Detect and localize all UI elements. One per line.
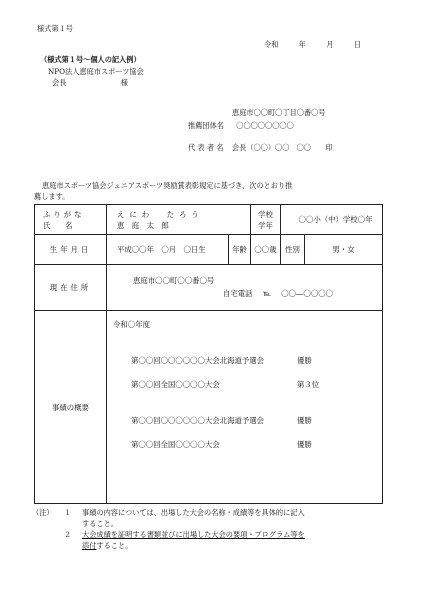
date-era: 令和 bbox=[264, 40, 279, 49]
note-1-num: １ bbox=[64, 508, 72, 517]
birth-label: 生年月日 bbox=[35, 235, 107, 265]
note-2-attach: 添付 bbox=[82, 541, 97, 550]
name-label-cell bbox=[35, 205, 107, 235]
achievement-result-3: 優勝 bbox=[297, 416, 312, 425]
sender-rep-label: 代 表 者 名 bbox=[188, 143, 224, 152]
sender-address: 恵庭市〇〇町〇丁目〇番〇号 bbox=[232, 108, 326, 117]
achievement-result-4: 優勝 bbox=[297, 440, 312, 449]
address-value: 恵庭市〇〇町〇〇番〇号 bbox=[133, 275, 215, 285]
addressee-org: NPO法人恵庭市スポーツ協会 bbox=[48, 67, 144, 76]
addressee-line bbox=[52, 78, 128, 87]
sender-org-label: 推薦団体名 bbox=[188, 121, 224, 130]
gender-value: 男・女 bbox=[305, 235, 383, 265]
achievements-label: 事績の概要 bbox=[35, 311, 107, 504]
birth-value: 平成〇〇年 〇月 〇日生 bbox=[107, 235, 229, 265]
school-label-cell bbox=[251, 205, 281, 235]
achievement-event-1: 第〇〇回〇〇〇〇〇〇大会北海道予選会 bbox=[131, 356, 265, 365]
example-label: （様式第１号～個人の記入例） bbox=[40, 55, 141, 64]
furigana-value: えにわ たろう bbox=[117, 209, 204, 219]
achievement-event-2: 第〇〇回全国〇〇〇〇大会 bbox=[131, 380, 220, 389]
addressee-title: 会長 bbox=[52, 78, 67, 87]
note-2-line-1: 大会成績を証明する書類並びに出場した大会の要項・プログラム等を bbox=[82, 530, 305, 539]
note-2-rest: すること。 bbox=[96, 541, 133, 550]
birth-row bbox=[35, 235, 383, 265]
achievements-year: 令和〇年度 bbox=[113, 320, 150, 329]
sender-org-value: 〇〇〇〇〇〇〇〇 bbox=[236, 121, 294, 130]
address-cell bbox=[107, 265, 383, 311]
phone-icon: ℡ bbox=[262, 288, 271, 298]
date-month: 月 bbox=[326, 40, 334, 49]
address-label: 現在住所 bbox=[35, 265, 107, 311]
recommendation-table bbox=[34, 204, 383, 504]
achievement-event-3: 第〇〇回〇〇〇〇〇〇大会北海道予選会 bbox=[131, 416, 265, 425]
date-line bbox=[264, 40, 361, 49]
date-year: 年 bbox=[298, 40, 306, 49]
intro-line-1: 恵庭市スポーツ協会ジュニアスポーツ奨励賞表彰規定に基づき、次のとおり推 bbox=[42, 181, 293, 190]
age-label: 年齢 bbox=[229, 235, 251, 265]
name-value: 恵 庭 太 郎 bbox=[117, 220, 169, 230]
sender-rep-value: 会長（〇〇）〇〇 〇〇 bbox=[231, 143, 311, 152]
gender-label: 性別 bbox=[281, 235, 305, 265]
sender-rep-line bbox=[188, 143, 332, 152]
achievement-result-1: 優勝 bbox=[297, 356, 312, 365]
sender-org-line bbox=[188, 121, 294, 130]
school-label-2: 学年 bbox=[258, 220, 273, 230]
achievement-result-2: 第３位 bbox=[297, 380, 320, 389]
date-day: 日 bbox=[353, 40, 361, 49]
achievements-row bbox=[35, 311, 383, 504]
phone-line bbox=[107, 287, 382, 301]
achievements-cell bbox=[107, 311, 383, 504]
note-2-line-2 bbox=[82, 541, 132, 550]
note-1-line-2: すること。 bbox=[82, 519, 118, 528]
phone-label: 自宅電話 bbox=[223, 288, 253, 298]
name-value-cell bbox=[107, 205, 251, 235]
seal-mark: 印 bbox=[325, 143, 333, 152]
note-1-line-1: 事績の内容については、出場した大会の名称・成績等を具体的に記入 bbox=[82, 508, 305, 517]
school-label-1: 学校 bbox=[258, 209, 273, 219]
note-label: （注） bbox=[32, 508, 54, 517]
name-label: 氏 名 bbox=[43, 220, 73, 230]
intro-line-2: 薦します。 bbox=[34, 192, 70, 201]
school-value: 〇〇小（中）学校〇年 bbox=[281, 205, 383, 235]
name-row bbox=[35, 205, 383, 235]
addressee-sama: 様 bbox=[120, 78, 128, 87]
achievement-event-4: 第〇〇回全国〇〇〇〇大会 bbox=[131, 440, 220, 449]
furigana-label: ふりがな bbox=[43, 209, 85, 219]
phone-value: 〇〇―〇〇〇〇 bbox=[281, 288, 333, 298]
note-2-num: ２ bbox=[64, 530, 72, 539]
age-value: 〇〇歳 bbox=[251, 235, 281, 265]
form-number: 様式第１号 bbox=[37, 24, 73, 33]
address-row bbox=[35, 265, 383, 311]
